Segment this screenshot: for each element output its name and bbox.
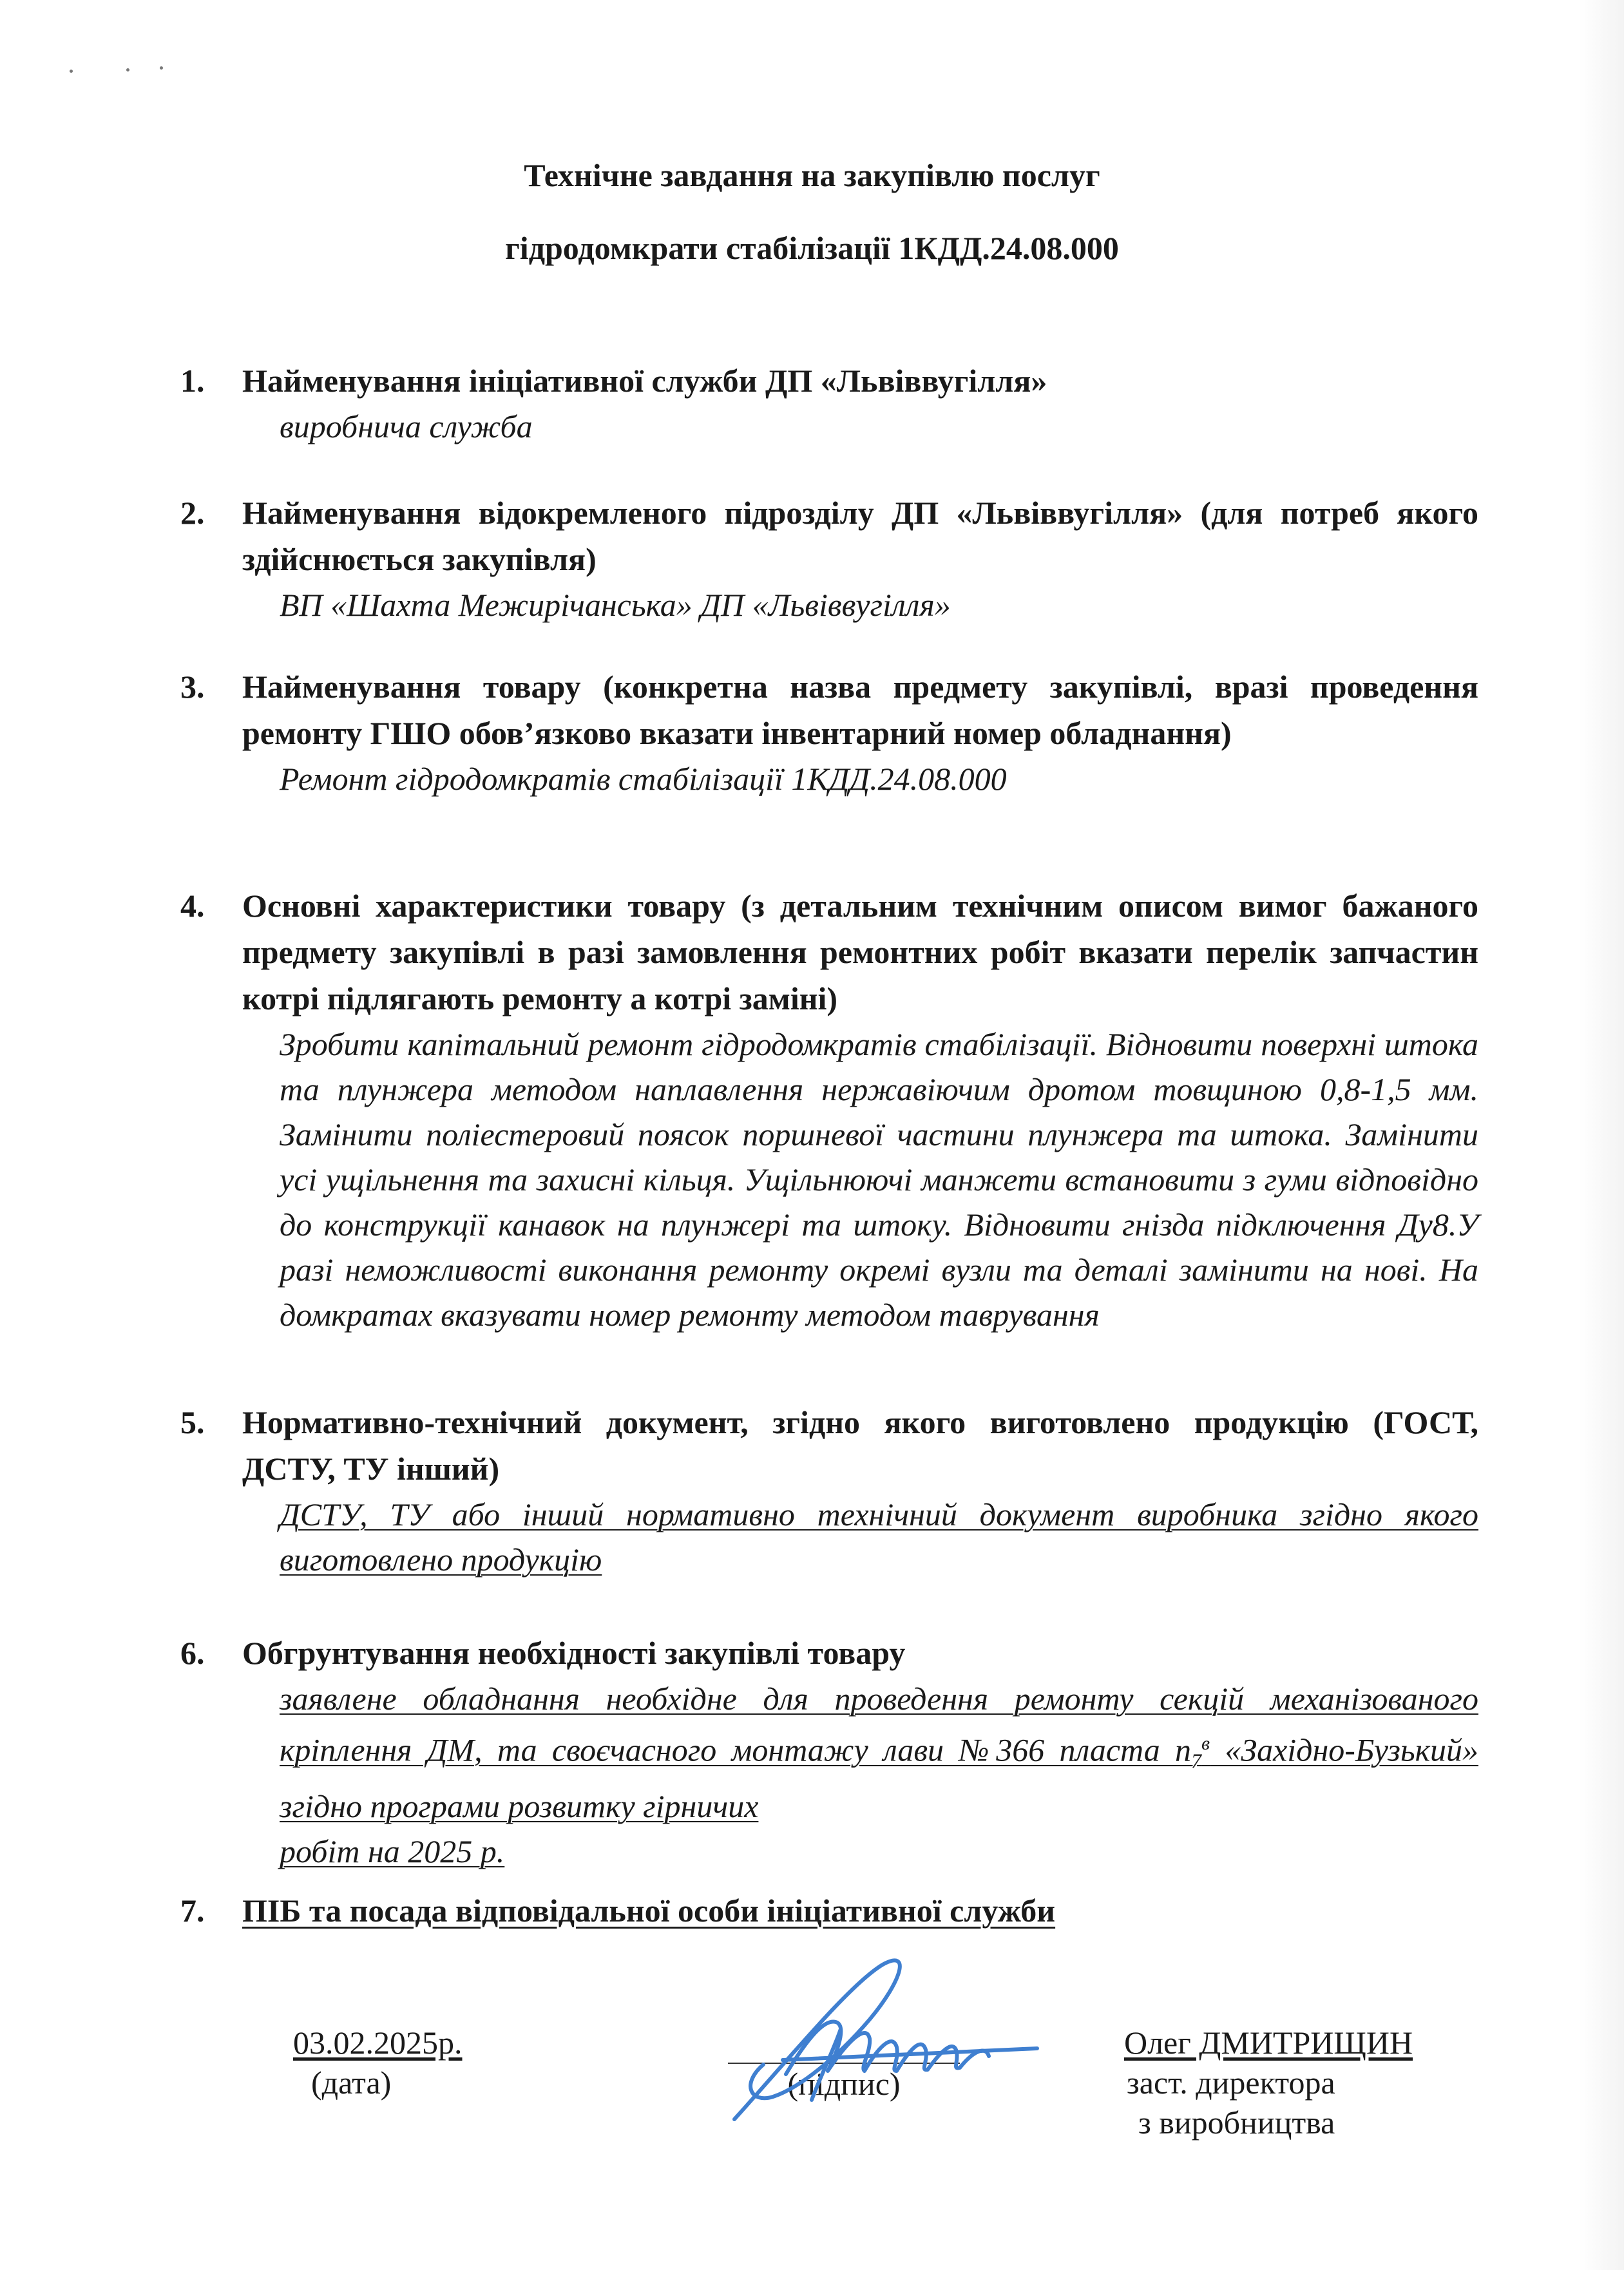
section-body: ДСТУ, ТУ або інший нормативно технічний документ виробника згідно якого виготовлено продукцію — [280, 1496, 1478, 1578]
section-heading: Нормативно-технічний документ, згідно якого виготовлено продукцію (ГОСТ, ДСТУ, ТУ інший) — [242, 1404, 1478, 1487]
document-title: Технічне завдання на закупівлю послуг — [524, 157, 1100, 193]
date-value: 03.02.2025р. — [293, 2025, 463, 2061]
date-block — [293, 2023, 463, 2103]
section-2 — [180, 490, 1478, 627]
scan-edge-shadow — [1579, 0, 1624, 2270]
section-body: ВП «Шахта Межирічанська» ДП «Львіввугілля» — [280, 587, 951, 623]
section-7 — [180, 1887, 1478, 1934]
section-3 — [180, 663, 1478, 801]
section-6 — [180, 1630, 1478, 1874]
section-body-text: заявлене обладнання необхідне для проведення ремонту секцій механізованого кріплення ДМ, та своєчасного монтажу лави №366 пласта n — [280, 1681, 1478, 1768]
scan-speck — [70, 70, 73, 73]
section-number: 1. — [180, 363, 205, 399]
section-4 — [180, 882, 1478, 1337]
section-number: 4. — [180, 888, 205, 924]
responsible-person-position: з виробництва — [1138, 2104, 1335, 2141]
section-heading: Найменування ініціативної служби ДП «Львіввугілля» — [242, 363, 1047, 399]
section-number: 5. — [180, 1404, 205, 1440]
signature-stroke — [812, 2029, 841, 2100]
section-heading — [242, 1887, 1478, 1934]
scan-speck — [126, 68, 129, 72]
handwritten-signature — [696, 1945, 1056, 2139]
scan-speck — [160, 66, 163, 70]
section-body-last-line: робіт на 2025 р. — [280, 1833, 505, 1869]
signature-caption: (підпис) — [787, 2066, 901, 2102]
section-1 — [180, 358, 1478, 449]
responsible-person-block — [1124, 2023, 1413, 2142]
signature-stroke — [734, 1960, 900, 2119]
section-body: Зробити капітальний ремонт гідродомкратів стабілізації. Відновити поверхні штока та плунжера методом наплавлення нержавіючим дротом товщиною 0,8-1,5 мм. Замінити поліестеровий поясок поршневої частини плунжера та штока. Замінити усі ущільнення та захисні кільця. Ущільнюючі манжети встановити з гуми відповідно до конструкції канавок на плунжері та штоку. Відновити гнізда підключення Ду8.У разі неможливості виконання ремонту окремі вузли та деталі замінити на нові. На домкратах вказувати номер ремонту методом таврування — [280, 1026, 1478, 1333]
section-heading: Найменування товару (конкретна назва предмету закупівлі, вразі проведення ремонту ГШО обов’язково вказати інвентарний номер обладнання) — [242, 669, 1478, 751]
section-number: 7. — [180, 1893, 205, 1929]
section-body-text: «Західно-Бузький» згідно програми розвитку гірничих — [280, 1731, 1478, 1824]
section-body-superscript: в — [1201, 1733, 1210, 1754]
section-body: Ремонт гідродомкратів стабілізації 1КДД.24.08.000 — [280, 761, 1007, 797]
section-heading: Найменування відокремленого підрозділу ДП «Львіввугілля» (для потреб якого здійснюється закупівля) — [242, 495, 1478, 577]
responsible-person-name: Олег ДМИТРИЩИН — [1124, 2025, 1413, 2061]
section-heading-text: ПІБ та посада відповідальної особи ініціативної служби — [242, 1893, 1056, 1929]
section-number: 2. — [180, 495, 205, 531]
document-subtitle: гідродомкрати стабілізації 1КДД.24.08.000 — [505, 230, 1119, 266]
signature-stroke — [786, 2021, 989, 2074]
section-heading: Обгрунтування необхідності закупівлі товару — [242, 1635, 906, 1671]
section-heading: Основні характеристики товару (з детальним технічним описом вимог бажаного предмету закупівлі в разі замовлення ремонтних робіт вказати перелік запчастин котрі підлягають ремонту а котрі заміні) — [242, 888, 1478, 1016]
section-5 — [180, 1399, 1478, 1582]
section-number: 3. — [180, 669, 205, 705]
section-body: виробнича служба — [280, 408, 533, 444]
date-caption: (дата) — [311, 2065, 392, 2101]
section-body — [280, 1676, 1478, 1829]
section-body-subscript: 7 — [1191, 1749, 1202, 1773]
responsible-person-position: заст. директора — [1127, 2065, 1335, 2101]
section-number: 6. — [180, 1635, 205, 1671]
